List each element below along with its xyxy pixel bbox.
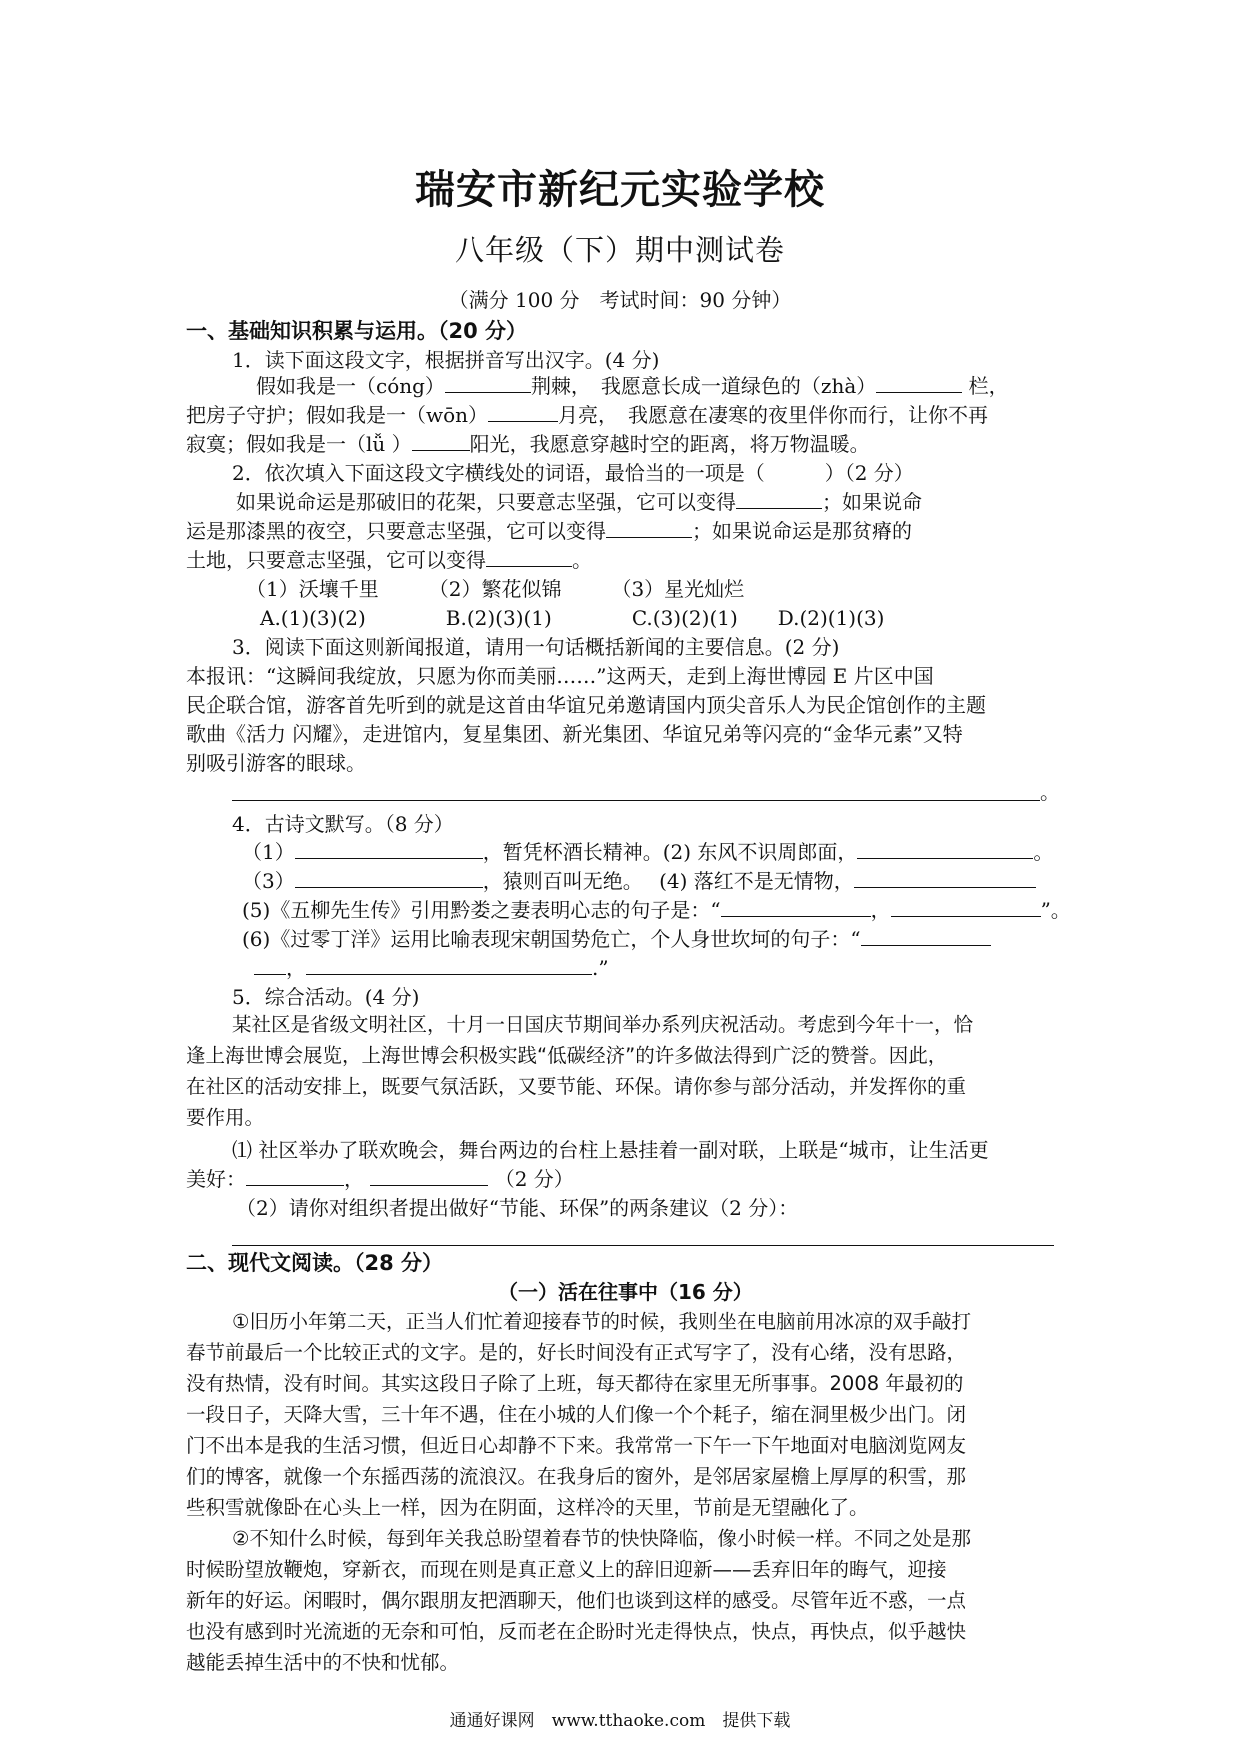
q4-l2a: （3） — [242, 869, 295, 893]
q2-l2b: ；如果说命运是那贫瘠的 — [692, 519, 912, 543]
answer-blank[interactable] — [295, 867, 483, 888]
q4-l1a: （1） — [242, 840, 295, 864]
passage-p1-line5: 门不出本是我的生活习惯，但近日心却静不下来。我常常一下午一下午地面对电脑浏览网友 — [186, 1434, 967, 1457]
q5-paragraph-line1: 某社区是省级文明社区，十月一日国庆节期间举办系列庆祝活动。考虑到今年十一，恰 — [232, 1013, 974, 1036]
q3-news-line3: 歌曲《活力 闪耀》，走进馆内，复星集团、新光集团、华谊兄弟等闪亮的“金华元素”又特 — [186, 722, 963, 746]
passage-p1-line4: 一段日子，天降大雪，三十年不遇，住在小城的人们像一个个耗子，缩在洞里极少出门。闭 — [186, 1403, 967, 1426]
q2-l1a: 如果说命运是那破旧的花架，只要意志坚强，它可以变得 — [236, 490, 736, 514]
q4-line3 — [242, 896, 1071, 924]
q4-l1c: 。 — [1033, 840, 1054, 864]
q2-options: （1）沃壤千里 （2）繁花似锦 （3）星光灿烂 — [246, 577, 745, 601]
q4-l1b: ，暂凭杯酒长精神。(2) 东风不识周郎面， — [482, 840, 858, 864]
footer-note: 通通好课网 www.tthaoke.com 提供下载 — [449, 1711, 791, 1731]
answer-blank[interactable] — [891, 896, 1041, 917]
q4-l3b: ， — [870, 898, 891, 922]
q4-line1 — [242, 838, 1053, 866]
passage-p1-line7: 些积雪就像卧在心头上一样，因为在阴面，这样冷的天里，节前是无望融化了。 — [186, 1496, 869, 1519]
q5-paragraph-line2: 逢上海世博会展览，上海世博会积极实践“低碳经济”的许多做法得到广泛的赞誉。因此， — [186, 1044, 948, 1067]
q3-news-line2: 民企联合馆，游客首先听到的就是这首由华谊兄弟邀请国内顶尖音乐人为民企馆创作的主题 — [186, 693, 986, 717]
q3-news-line4: 别吸引游客的眼球。 — [186, 751, 366, 775]
section2-title: 二、现代文阅读。（28 分） — [186, 1251, 444, 1275]
q5-answer-line[interactable] — [232, 1245, 1054, 1246]
answer-blank[interactable] — [606, 517, 692, 538]
answer-blank[interactable] — [246, 1165, 344, 1186]
q3-prompt: 3．阅读下面这则新闻报道，请用一句话概括新闻的主要信息。(2 分) — [232, 635, 840, 659]
q4-l2b: ，猿则百叫无绝。 (4) 落红不是无情物， — [482, 869, 854, 893]
q2-text-line3 — [186, 546, 592, 574]
exam-title: 八年级（下）期中测试卷 — [454, 233, 785, 267]
answer-blank[interactable] — [857, 838, 1033, 859]
passage-p1-line3: 没有热情，没有时间。其实这段日子除了上班，每天都待在家里无所事事。2008 年最初的 — [186, 1372, 964, 1395]
q5-prompt: 5．综合活动。(4 分) — [232, 985, 420, 1009]
q5-sub2: （2）请你对组织者提出做好“节能、环保”的两条建议（2 分）： — [236, 1196, 799, 1220]
q1-l1c: 栏， — [968, 374, 1009, 398]
q1-l2a: 把房子守护；假如我是一（wōn） — [186, 403, 489, 427]
answer-blank[interactable] — [254, 954, 286, 975]
q3-answer-line[interactable] — [232, 800, 1040, 801]
answer-blank[interactable] — [861, 925, 991, 946]
q5-paragraph-line3: 在社区的活动安排上，既要气氛活跃，又要节能、环保。请你参与部分活动，并发挥你的重 — [186, 1075, 967, 1098]
passage-p2-line2: 时候盼望放鞭炮，穿新衣，而现在则是真正意义上的辞旧迎新——丢弃旧年的晦气，迎接 — [186, 1558, 947, 1581]
q2-l3b: 。 — [572, 548, 592, 572]
q2-choices: A.(1)(3)(2) B.(2)(3)(1) C.(3)(2)(1) D.(2)(1)(3) — [260, 606, 885, 630]
q2-l3a: 土地，只要意志坚强，它可以变得 — [186, 548, 486, 572]
passage-p2-line4: 也没有感到时光流逝的无奈和可怕，反而老在企盼时光走得快点，快点，再快点，似乎越快 — [186, 1620, 967, 1643]
q4-prompt: 4．古诗文默写。（8 分） — [232, 812, 454, 836]
q4-l5b: .” — [592, 956, 609, 980]
answer-blank[interactable] — [370, 1165, 488, 1186]
section1-title: 一、基础知识积累与运用。（20 分） — [186, 319, 528, 343]
q1-prompt: 1．读下面这段文字，根据拼音写出汉字。(4 分) — [232, 348, 660, 372]
answer-blank[interactable] — [876, 372, 962, 393]
q4-line2 — [242, 867, 1036, 895]
q5-sub1-line2 — [186, 1165, 574, 1193]
passage-p1-line2: 春节前最后一个比较正式的文字。是的，好长时间没有正式写字了，没有心绪，没有思路， — [186, 1341, 967, 1364]
q4-line5 — [254, 954, 609, 982]
q2-text-line1 — [236, 488, 922, 516]
q2-text-line2 — [186, 517, 912, 545]
q2-l2a: 运是那漆黑的夜空，只要意志坚强，它可以变得 — [186, 519, 606, 543]
q3-news-line1: 本报讯：“这瞬间我绽放，只愿为你而美丽……”这两天，走到上海世博园 E 片区中国 — [186, 664, 934, 688]
passage-p2-line5: 越能丢掉生活中的不快和忧郁。 — [186, 1651, 460, 1674]
q1-l1b: 荆棘， 我愿意长成一道绿色的（zhà） — [530, 374, 877, 398]
passage-p1-line1: ①旧历小年第二天，正当人们忙着迎接春节的时候，我则坐在电脑前用冰凉的双手敲打 — [232, 1310, 971, 1333]
q2-prompt: 2．依次填入下面这段文字横线处的词语，最恰当的一项是（ ）（2 分） — [232, 461, 914, 485]
answer-blank[interactable] — [721, 896, 871, 917]
q2-l1b: ；如果说命 — [822, 490, 922, 514]
passage-title: （一）活在往事中（16 分） — [498, 1280, 753, 1304]
q1-l2b: 月亮， 我愿意在凄寒的夜里伴你而行，让你不再 — [558, 403, 989, 427]
answer-blank[interactable] — [488, 401, 558, 422]
answer-blank[interactable] — [295, 838, 483, 859]
passage-p2-line3: 新年的好运。闲暇时，偶尔跟朋友把酒聊天，他们也谈到这样的感受。尽管年近不惑，一点 — [186, 1589, 967, 1612]
answer-blank[interactable] — [412, 430, 470, 451]
q1-l3b: 阳光，我愿意穿越时空的距离，将万物温暖。 — [469, 432, 870, 456]
answer-blank[interactable] — [854, 867, 1036, 888]
q1-text-line2 — [186, 401, 988, 429]
q1-l3a: 寂寞；假如我是一（lǚ ） — [186, 432, 412, 456]
answer-blank[interactable] — [736, 488, 822, 509]
answer-blank[interactable] — [445, 372, 531, 393]
answer-blank[interactable] — [306, 954, 592, 975]
school-title: 瑞安市新纪元实验学校 — [415, 167, 825, 213]
answer-blank[interactable] — [486, 546, 572, 567]
q5-paragraph-line4: 要作用。 — [186, 1106, 265, 1129]
q5-s1d: （2 分） — [494, 1167, 574, 1191]
q4-line4 — [242, 925, 991, 953]
q4-l3a: (5)《五柳先生传》引用黔娄之妻表明心志的句子是：“ — [242, 898, 721, 922]
score-note: （满分 100 分 考试时间：90 分钟） — [448, 288, 792, 312]
q3-answer-end: 。 — [1040, 780, 1060, 804]
passage-p1-line6: 们的博客，就像一个东摇西荡的流浪汉。在我身后的窗外，是邻居家屋檐上厚厚的积雪，那 — [186, 1465, 967, 1488]
q4-l3c: ”。 — [1040, 898, 1071, 922]
q1-text-line1 — [256, 372, 1009, 400]
q1-l1a: 假如我是一（cóng） — [256, 374, 445, 398]
q5-sub1-line1: ⑴ 社区举办了联欢晚会，舞台两边的台柱上悬挂着一副对联，上联是“城市，让生活更 — [232, 1138, 989, 1162]
q1-text-line3 — [186, 430, 870, 458]
q5-s1c: ， — [344, 1167, 364, 1191]
passage-p2-line1: ②不知什么时候，每到年关我总盼望着春节的快快降临，像小时候一样。不同之处是那 — [232, 1527, 971, 1550]
q4-l5a: ， — [286, 956, 306, 980]
q5-s1b: 美好： — [186, 1167, 246, 1191]
q4-l4a: (6)《过零丁洋》运用比喻表现宋朝国势危亡，个人身世坎坷的句子：“ — [242, 927, 861, 951]
